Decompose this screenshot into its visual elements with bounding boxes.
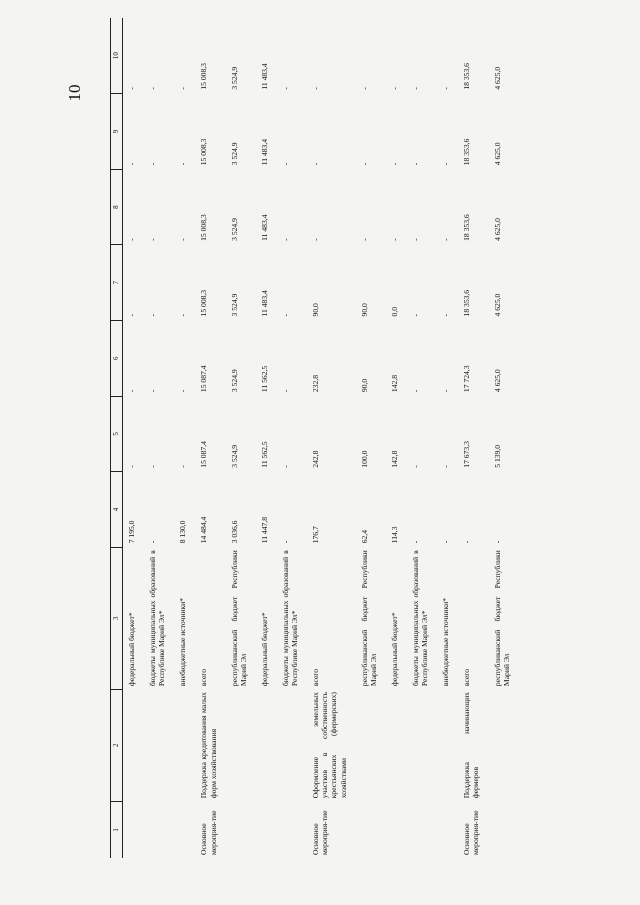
amount-cell: - — [389, 238, 399, 241]
event-type-cell: Основное мероприя-тие — [462, 810, 481, 855]
amount-cell: 114,3 — [389, 526, 399, 544]
amount-cell: 100,0 — [359, 450, 369, 468]
event-type-cell — [174, 801, 195, 858]
amount-cell: - — [492, 540, 502, 544]
event-type-cell — [407, 801, 437, 858]
event-name-cell — [123, 689, 145, 801]
event-type-cell — [489, 801, 519, 858]
amount-cell: - — [148, 87, 158, 90]
amount-cell: - — [441, 313, 451, 317]
budget-table — [110, 18, 519, 858]
amount-cell: - — [441, 162, 451, 166]
event-name-cell — [489, 689, 519, 801]
amount-cell: 15 008,3 — [199, 63, 209, 90]
amount-cell: 0,0 — [389, 306, 399, 317]
table-row — [226, 18, 256, 858]
event-type-cell: Основное мероприя-тие — [199, 810, 218, 855]
funding-source-cell: республиканский бюджет Республики Марий Эл — [359, 550, 378, 687]
funding-source-cell: республиканский бюджет Республики Марий Эл — [492, 550, 511, 687]
funding-source-cell: федеральный бюджет* — [259, 612, 269, 687]
table-row — [489, 18, 519, 858]
amount-cell: - — [148, 313, 158, 317]
amount-cell: - — [127, 465, 136, 468]
amount-cell: 176,7 — [311, 526, 321, 544]
amount-cell: 15 087,4 — [199, 441, 209, 468]
amount-cell: 242,8 — [311, 450, 321, 468]
amount-cell: 11 562,5 — [259, 365, 269, 393]
amount-cell: 4 625,0 — [492, 293, 502, 317]
funding-source-cell: федеральный бюджет* — [127, 612, 136, 687]
amount-cell: 11 447,8 — [259, 517, 269, 544]
amount-cell: - — [389, 87, 399, 90]
amount-cell: - — [178, 162, 188, 166]
amount-cell: - — [280, 87, 290, 90]
amount-cell: - — [178, 389, 188, 393]
funding-source-cell: бюджеты муниципальных образований в Республике Марий Эл* — [410, 550, 430, 687]
amount-cell: - — [441, 389, 451, 393]
amount-cell: 15 087,4 — [199, 365, 209, 393]
amount-cell: 3 524,9 — [229, 218, 239, 241]
table-row — [407, 18, 437, 858]
amount-cell: 90,0 — [359, 303, 369, 317]
event-name-cell — [226, 689, 256, 801]
amount-cell: - — [148, 389, 158, 393]
amount-cell: 7 195,0 — [127, 520, 136, 544]
amount-cell: - — [410, 540, 420, 544]
column-header-9: 9 — [111, 94, 123, 170]
amount-cell: 90,0 — [311, 303, 321, 317]
amount-cell: - — [178, 238, 188, 241]
amount-cell: - — [280, 162, 290, 166]
event-type-cell — [226, 801, 256, 858]
amount-cell: - — [441, 465, 451, 468]
event-type-cell — [277, 801, 307, 858]
amount-cell: - — [410, 313, 420, 317]
amount-cell: - — [148, 465, 158, 468]
amount-cell: 11 483,4 — [259, 290, 269, 317]
event-name-cell — [437, 689, 458, 801]
amount-cell: - — [127, 389, 136, 393]
column-header-6: 6 — [111, 320, 123, 396]
amount-cell: 4 625,0 — [492, 369, 502, 393]
amount-cell: 5 139,0 — [492, 444, 502, 468]
rotated-table-sheet — [110, 18, 630, 858]
amount-cell: - — [178, 87, 188, 90]
amount-cell: 11 483,4 — [259, 138, 269, 166]
amount-cell: 15 008,3 — [199, 289, 209, 317]
amount-cell: - — [311, 87, 321, 90]
amount-cell: 3 524,9 — [229, 369, 239, 393]
amount-cell: 3 524,9 — [229, 444, 239, 468]
amount-cell: - — [359, 238, 369, 241]
amount-cell: 3 524,9 — [229, 66, 239, 90]
amount-cell: - — [280, 389, 290, 393]
amount-cell: - — [462, 540, 472, 544]
table-row — [437, 18, 458, 858]
amount-cell: - — [280, 540, 290, 544]
amount-cell: - — [389, 162, 399, 166]
event-type-cell — [123, 801, 145, 858]
table-row — [256, 18, 277, 858]
amount-cell: 3 524,9 — [229, 293, 239, 317]
event-type-cell: Основное мероприя-тие — [311, 810, 330, 855]
amount-cell: - — [178, 465, 188, 468]
amount-cell: 3 524,9 — [229, 142, 239, 166]
amount-cell: - — [178, 313, 188, 317]
amount-cell: 11 483,4 — [259, 214, 269, 241]
amount-cell: 3 036,6 — [229, 520, 239, 544]
amount-cell: - — [148, 238, 158, 241]
page-number: 10 — [65, 84, 84, 102]
table-row — [195, 18, 225, 858]
amount-cell: 14 484,4 — [199, 516, 209, 544]
amount-cell: 4 625,0 — [492, 218, 502, 241]
funding-source-cell: всего — [311, 668, 321, 687]
amount-cell: 11 483,4 — [259, 63, 269, 90]
table-row — [123, 18, 145, 858]
amount-cell: 18 353,6 — [462, 214, 472, 241]
header-row — [111, 18, 123, 858]
amount-cell: - — [280, 465, 290, 468]
event-name-cell — [174, 689, 195, 801]
amount-cell: 142,8 — [389, 450, 399, 468]
table-row — [144, 18, 174, 858]
table-row — [386, 18, 407, 858]
amount-cell: 17 673,3 — [462, 441, 472, 468]
amount-cell: - — [148, 540, 158, 544]
amount-cell: 18 353,6 — [462, 138, 472, 166]
column-header-5: 5 — [111, 396, 123, 472]
amount-cell: - — [441, 540, 451, 544]
column-header-1: 1 — [111, 801, 123, 858]
event-type-cell — [386, 801, 407, 858]
amount-cell: - — [280, 238, 290, 241]
amount-cell: - — [410, 238, 420, 241]
funding-source-cell: внебюджетные источники* — [178, 598, 188, 687]
event-name-cell: Поддержка кредитования малых форм хозяйствования — [199, 692, 218, 799]
event-name-cell — [386, 689, 407, 801]
event-name-cell: Поддержка начинающих фермеров — [462, 692, 481, 799]
funding-source-cell: бюджеты муниципальных образований в Республике Марий Эл* — [280, 550, 300, 687]
amount-cell: - — [148, 162, 158, 166]
funding-source-cell: всего — [462, 668, 472, 687]
table-row — [307, 18, 355, 858]
event-name-cell — [407, 689, 437, 801]
funding-source-cell: бюджеты муниципальных образований в Республике Марий Эл* — [148, 550, 167, 687]
amount-cell: - — [410, 162, 420, 166]
amount-cell: 17 724,3 — [462, 365, 472, 393]
column-header-4: 4 — [111, 472, 123, 548]
amount-cell: 15 008,3 — [199, 138, 209, 166]
amount-cell: 62,4 — [359, 530, 369, 544]
column-header-7: 7 — [111, 245, 123, 321]
event-type-cell — [356, 801, 386, 858]
funding-source-cell: всего — [199, 668, 209, 687]
event-type-cell — [437, 801, 458, 858]
column-header-3: 3 — [111, 547, 123, 689]
amount-cell: 18 353,6 — [462, 63, 472, 90]
amount-cell: 142,8 — [389, 374, 399, 393]
amount-cell: 11 562,5 — [259, 441, 269, 468]
amount-cell: - — [410, 87, 420, 90]
amount-cell: - — [127, 162, 136, 166]
amount-cell: - — [280, 313, 290, 317]
amount-cell: - — [441, 87, 451, 90]
funding-source-cell: внебюджетные источники* — [441, 598, 451, 687]
event-type-cell — [144, 801, 174, 858]
table-row — [458, 18, 488, 858]
amount-cell: 90,0 — [359, 378, 369, 393]
amount-cell: - — [359, 162, 369, 166]
amount-cell: - — [127, 238, 136, 241]
table-row — [277, 18, 307, 858]
amount-cell: 4 625,0 — [492, 66, 502, 90]
column-header-2: 2 — [111, 689, 123, 801]
amount-cell: - — [311, 238, 321, 241]
event-type-cell — [256, 801, 277, 858]
table-row — [174, 18, 195, 858]
funding-source-cell: республиканский бюджет Республики Марий Эл — [229, 550, 248, 687]
amount-cell: - — [359, 87, 369, 90]
table-body — [123, 18, 519, 858]
amount-cell: - — [410, 465, 420, 468]
column-header-8: 8 — [111, 169, 123, 245]
amount-cell: 15 008,3 — [199, 214, 209, 241]
amount-cell: - — [441, 238, 451, 241]
event-name-cell: Оформление земельных участков в собственность крестьянских (фермерских) хозяйствами — [311, 692, 348, 799]
amount-cell: 232,8 — [311, 374, 321, 393]
table-row — [356, 18, 386, 858]
column-header-10: 10 — [111, 18, 123, 94]
amount-cell: 4 625,0 — [492, 142, 502, 166]
event-name-cell — [277, 689, 307, 801]
amount-cell: - — [410, 389, 420, 393]
funding-source-cell: федеральный бюджет* — [389, 612, 399, 687]
amount-cell: - — [311, 162, 321, 166]
amount-cell: 8 130,0 — [178, 520, 188, 544]
amount-cell: - — [127, 87, 136, 90]
event-name-cell — [356, 689, 386, 801]
event-name-cell — [256, 689, 277, 801]
amount-cell: 18 353,6 — [462, 289, 472, 317]
amount-cell: - — [127, 313, 136, 317]
event-name-cell — [144, 689, 174, 801]
